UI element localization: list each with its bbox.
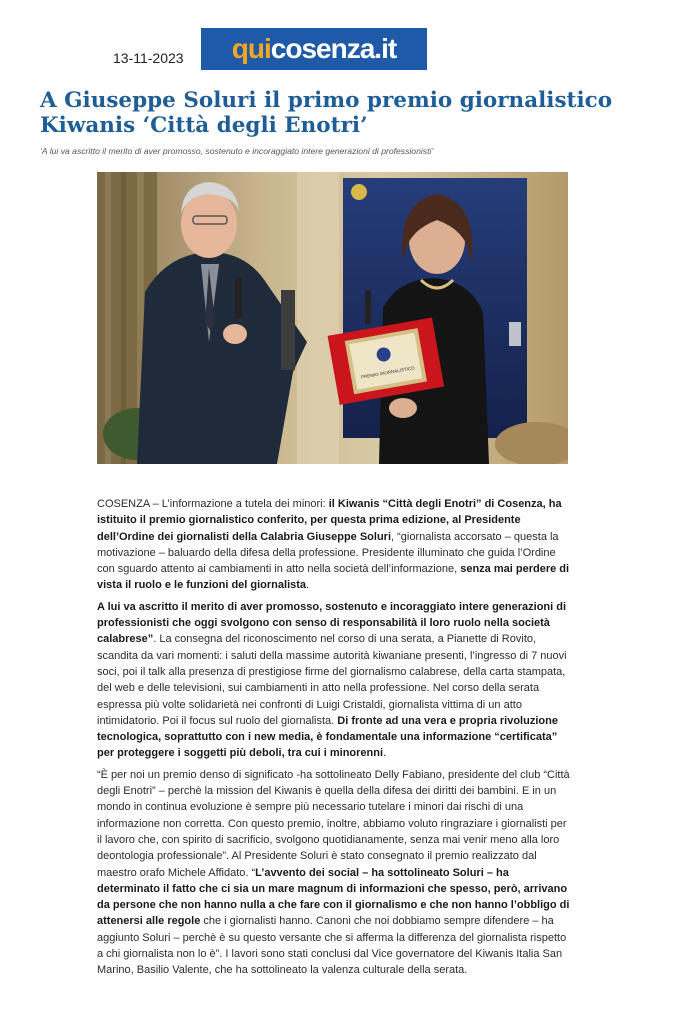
logo-qui-text: qui xyxy=(231,33,271,64)
article-subtitle: ‘A lui va ascritto il merito di aver promosso, sostenuto e incoraggiato intere generazioni di professionisti’ xyxy=(40,146,434,156)
paragraph-3: “È per noi un premio denso di significato -ha sottolineato Delly Fabiano, presidente del club “Città degli Enotri” – perchè la mission del Kiwanis è quella della difesa dei diritti dei bambini. E in un mondo in continua evoluzione è sempre più necessario tutelare i minori dai rischi di una informazione non corretta. Con questo premio, inoltre, abbiamo voluto ringraziare i giornalisti per il lavoro che, con spirito di sacrificio, svolgono quotidianamente, senza mai venir meno alla loro deontologia professionale”. Al Presidente Soluri è stato consegnato il premio realizzato dal maestro orafo Michele Affidato. “L’avvento dei social – ha sottolineato Soluri – ha determinato il fatto che ci sia un mare magnum di informazioni che spesso, però, arrivano da persone che non hanno nulla a che fare con il giornalismo e che non hanno l’obbligo di attenersi alle regole che i giornalisti hanno. Canoni che noi dobbiamo sempre difendere – ha aggiunto Soluri – perchè è su questo versante che si afferma la differenza del giornalista rispetto a chi giornalista non lo è”. I lavori sono stati conclusi dal Vice governatore del Kiwanis Italia San Marino, Basilio Valente, che ha sottolineato la valenza culturale della serata. xyxy=(97,768,570,977)
article-body xyxy=(97,496,572,984)
paragraph-2: A lui va ascritto il merito di aver promosso, sostenuto e incoraggiato intere generazioni di professionisti che oggi svolgono con senso di responsabilità il loro ruolo nella società calabrese”. La consegna del riconoscimento nel corso di una serata, a Pianette di Rovito, scandita da vari momenti: i saluti della massime autorità kiwaniane presenti, l’ingresso di 7 nuovi soci, poi il talk alla presenza di prestigiose firme del giornalismo calabrese, della carta stampata, del web e delle televisioni, sui cambiamenti in atto nella professione. Nel corso della serata espressa più volte solidarietà nei confronti di Luigi Cristaldi, giornalista vittima di un atto intimidatorio. Poi il focus sul ruolo del giornalista. Di fronte ad una vera e propria rivoluzione tecnologica, soprattutto con i new media, è fondamentale una informazione “certificata” per proteggere i soggetti più deboli, tra cui i minorenni. xyxy=(97,600,567,760)
paragraph-1: COSENZA – L’informazione a tutela dei minori: il Kiwanis “Città degli Enotri” di Cosenza, ha istituito il premio giornalistico conferito, per questa prima edizione, al Presidente dell’Ordine dei giornalisti della Calabria Giuseppe Soluri, “giornalista accorsato – questa la motivazione – baluardo della difesa della professione. Presidente illuminato che guida l’Ordine con sguardo attento ai cambiamenti in atto nella società dell’informazione, senza mai perdere di vista il ruolo e le funzioni del giornalista. xyxy=(97,498,570,592)
plaque-label: PREMIO GIORNALISTICO xyxy=(360,365,415,380)
article-photo xyxy=(97,172,568,464)
publication-date: 13-11-2023 xyxy=(113,50,184,66)
article-title: A Giuseppe Soluri il primo premio giornalistico Kiwanis ‘Città degli Enotri’ xyxy=(40,88,613,138)
quicosenza-logo[interactable] xyxy=(201,28,427,70)
logo-cosenza-text: cosenza.it xyxy=(270,33,397,64)
